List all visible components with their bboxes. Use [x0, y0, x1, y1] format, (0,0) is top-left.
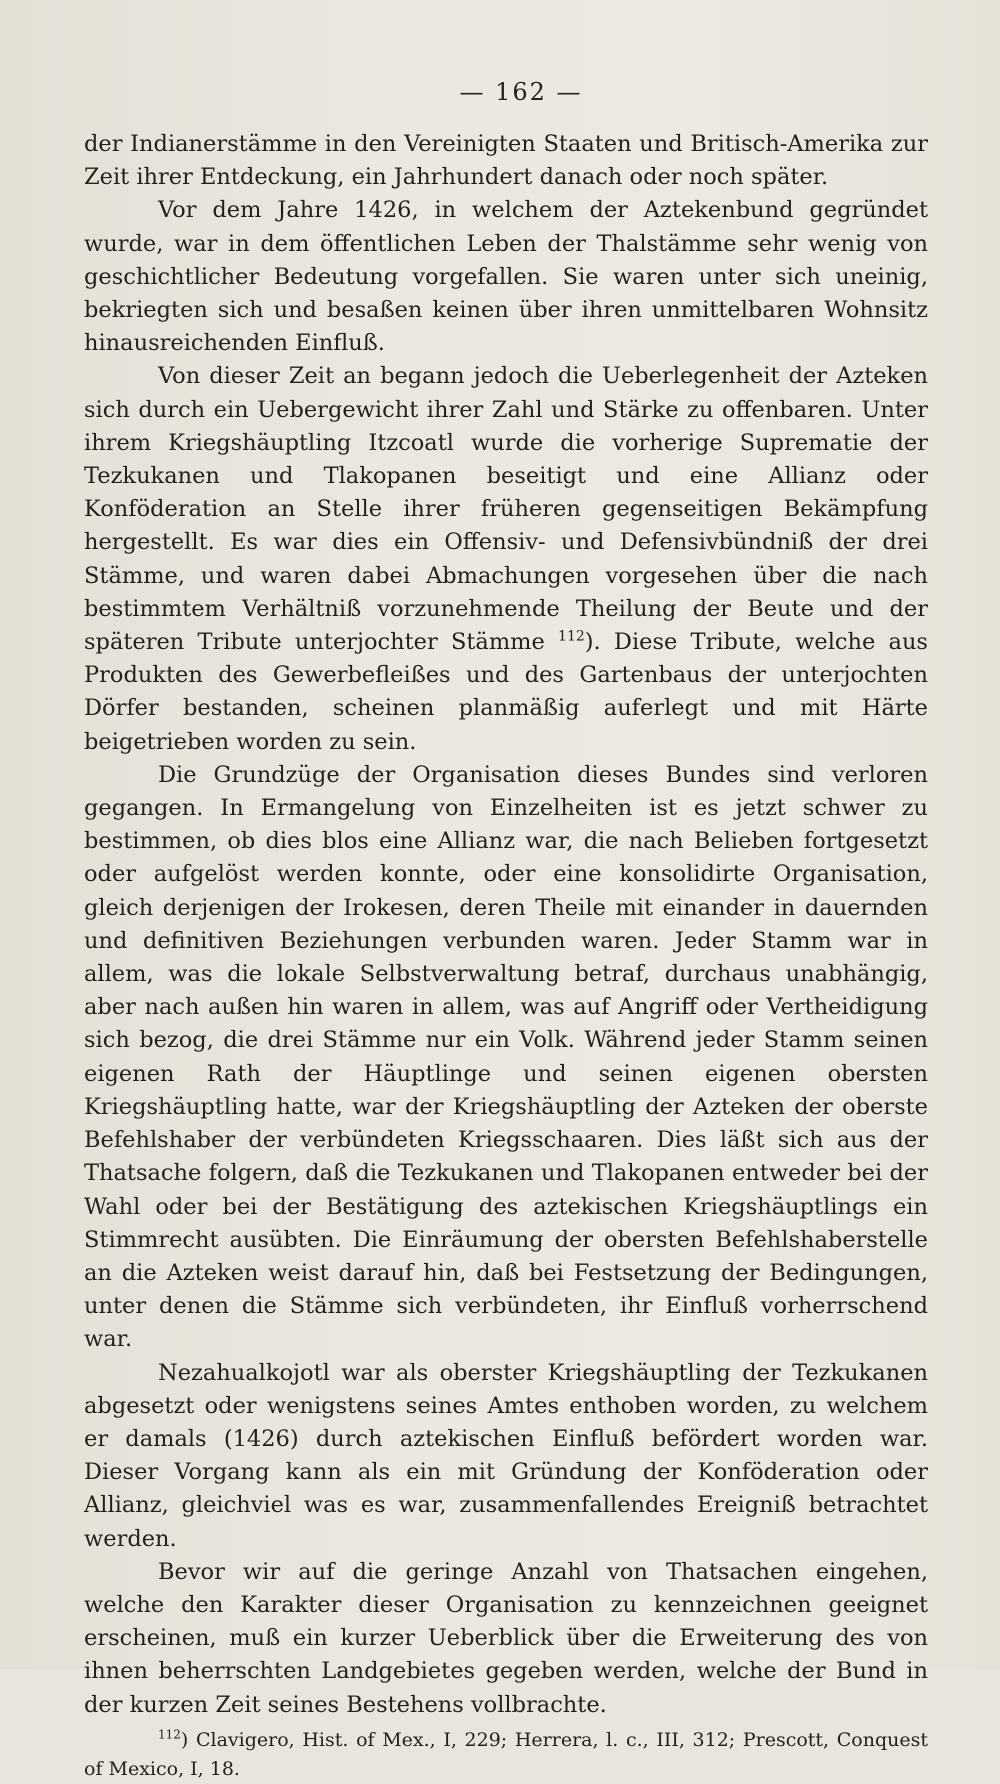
footnote-112 — [84, 1726, 928, 1784]
footnote-text: ) Clavigero, Hist. of Mex., I, 229; Herrera, l. c., III, 312; Prescott, Conquest of Mexico, I, 18. — [84, 1728, 928, 1780]
paragraph-2: Vor dem Jahre 1426, in welchem der Aztekenbund gegründet wurde, war in dem öffentlichen Leben der Thalstämme sehr wenig von geschichtlicher Bedeutung vorgefallen. Sie waren unter sich uneinig, bekriegten sich und besaßen keinen über ihren unmittelbaren Wohnsitz hinausreichenden Einfluß. — [84, 197, 928, 357]
footnotes — [84, 1726, 928, 1784]
paragraph-3-text-b: ). Diese Tribute, welche aus Produkten des Gewerbefleißes und des Gartenbaus der unterjochten Dörfer bestanden, scheinen planmäßig auferlegt und mit Härte beigetrieben worden zu sein. — [84, 629, 928, 755]
footnote-reference: 112 — [558, 628, 585, 645]
footnote-number: 112 — [158, 1727, 181, 1742]
paragraph-1: der Indianerstämme in den Vereinigten Staaten und Britisch-Amerika zur Zeit ihrer Entdeckung, ein Jahrhundert danach oder noch später. — [84, 131, 928, 191]
paragraph-5: Nezahualkojotl war als oberster Kriegshäuptling der Tezkukanen abgesetzt oder wenigstens seines Amtes enthoben worden, zu welchem er damals (1426) durch aztekischen Einfluß befördert worden war. Dieser Vorgang kann als ein mit Gründung der Konföderation oder Allianz, gleichviel was es war, zusammenfallendes Ereigniß betrachtet werden. — [84, 1359, 928, 1552]
paragraph-3-text-a: Von dieser Zeit an begann jedoch die Ueberlegenheit der Azteken sich durch ein Uebergewicht ihrer Zahl und Stärke zu offenbaren. Unter ihrem Kriegshäuptling Itzcoatl wurde die vorherige Suprematie der Tezkukanen und Tlakopanen beseitigt und eine Allianz oder Konföderation an Stelle ihrer früheren gegenseitigen Bekämpfung hergestellt. Es war dies ein Offensiv- und Defensivbündniß der drei Stämme, und waren dabei Abmachungen vorgesehen über die nach bestimmtem Verhältniß vorzunehmende Theilung der Beute und der späteren Tribute unterjochter Stämme — [84, 363, 928, 656]
paragraph-6: Bevor wir auf die geringe Anzahl von Thatsachen eingehen, welche den Karakter dieser Organisation zu kennzeichnen geeignet erscheinen, muß ein kurzer Ueberblick über die Erweiterung des von ihnen beherrschten Landgebietes gegeben werden, welche der Bund in der kurzen Zeit seines Bestehens vollbrachte. — [84, 1558, 928, 1718]
page-number: — 162 — — [459, 78, 583, 106]
body-text — [84, 128, 928, 1722]
paragraph-4: Die Grundzüge der Organisation dieses Bundes sind verloren gegangen. In Ermangelung von Einzelheiten ist es jetzt schwer zu bestimmen, ob dies blos eine Allianz war, die nach Belieben fortgesetzt oder aufgelöst werden konnte, oder eine konsolidirte Organisation, gleich derjenigen der Irokesen, deren Theile mit einander in dauernden und definitiven Beziehungen verbunden waren. Jeder Stamm war in allem, was die lokale Selbstverwaltung betraf, durchaus unabhängig, aber nach außen hin waren in allem, was auf Angriff oder Vertheidigung sich bezog, die drei Stämme nur ein Volk. Während jeder Stamm seinen eigenen Rath der Häuptlinge und seinen eigenen obersten Kriegshäuptling hatte, war der Kriegshäuptling der Azteken der oberste Befehlshaber der verbündeten Kriegsschaaren. Dies läßt sich aus der Thatsache folgern, daß die Tezkukanen und Tlakopanen entweder bei der Wahl oder bei der Bestätigung des aztekischen Kriegshäuptlings ein Stimmrecht ausübten. Die Einräumung der obersten Befehlshaberstelle an die Azteken weist darauf hin, daß bei Festsetzung der Bedingungen, unter denen die Stämme sich verbündeten, ihr Einfluß vorherrschend war. — [84, 761, 928, 1353]
paragraph-3 — [84, 360, 928, 758]
